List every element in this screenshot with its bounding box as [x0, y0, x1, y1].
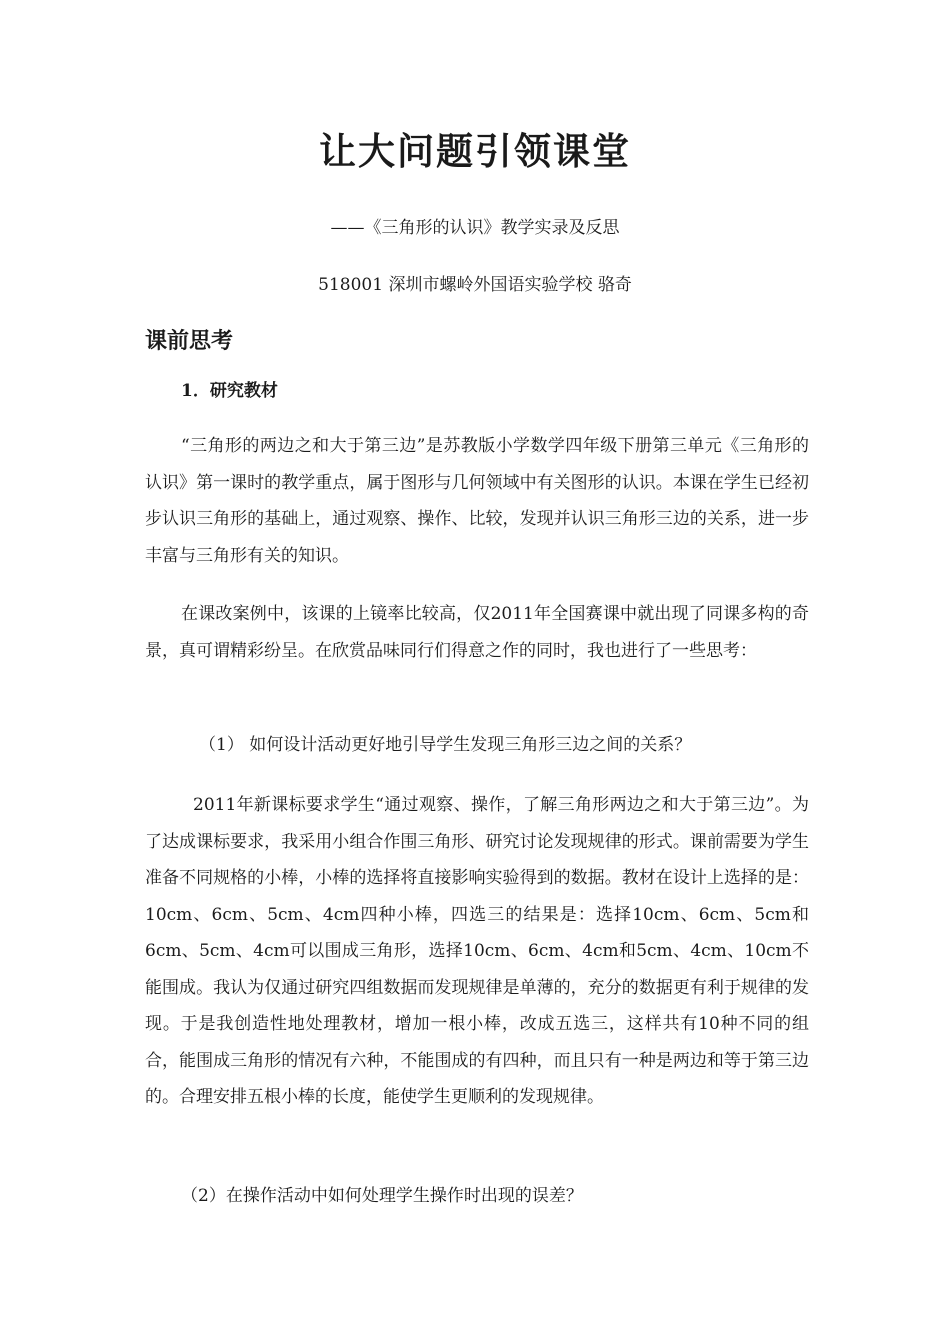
section-heading: 课前思考: [145, 329, 234, 354]
question-1: （1） 如何设计活动更好地引导学生发现三角形三边之间的关系？: [199, 735, 692, 755]
paragraph-1: “三角形的两边之和大于第三边”是苏教版小学数学四年级下册第三单元《三角形的认识》第一课时的教学重点，属于图形与几何领域中有关图形的认识。本课在学生已经初步认识三角形的基础上，通过观察、操作、比较，发现并认识三角形三边的关系，进一步丰富与三角形有关的知识。: [145, 436, 809, 566]
paragraph-3: 2011年新课标要求学生“通过观察、操作，了解三角形两边之和大于第三边”。为了达成课标要求，我采用小组合作围三角形、研究讨论发现规律的形式。课前需要为学生准备不同规格的小棒，小棒的选择将直接影响实验得到的数据。教材在设计上选择的是：10cm、6cm、5cm、4cm四种小棒，四选三的结果是：选择10cm、6cm、5cm和6cm、5cm、4cm可以围成三角形，选择10cm、6cm、4cm和5cm、4cm、10cm不能围成。我认为仅通过研究四组数据而发现规律是单薄的，充分的数据更有利于规律的发现。于是我创造性地处理教材，增加一根小棒，改成五选三，这样共有10种不同的组合，能围成三角形的情况有六种，不能围成的有四种，而且只有一种是两边和等于第三边的。合理安排五根小棒的长度，能使学生更顺利的发现规律。: [145, 795, 809, 1107]
question-2: （2）在操作活动中如何处理学生操作时出现的误差？: [181, 1186, 583, 1206]
document-subtitle: ——《三角形的认识》教学实录及反思: [330, 218, 620, 238]
author-line: 518001 深圳市螺岭外国语实验学校 骆奇: [318, 275, 632, 295]
document-title: 让大问题引领课堂: [319, 130, 631, 173]
paragraph-2: 在课改案例中，该课的上镜率比较高，仅2011年全国赛课中就出现了同课多构的奇景，真可谓精彩纷呈。在欣赏品味同行们得意之作的同时，我也进行了一些思考：: [145, 604, 809, 661]
sub-heading: 1．研究教材: [181, 381, 278, 401]
